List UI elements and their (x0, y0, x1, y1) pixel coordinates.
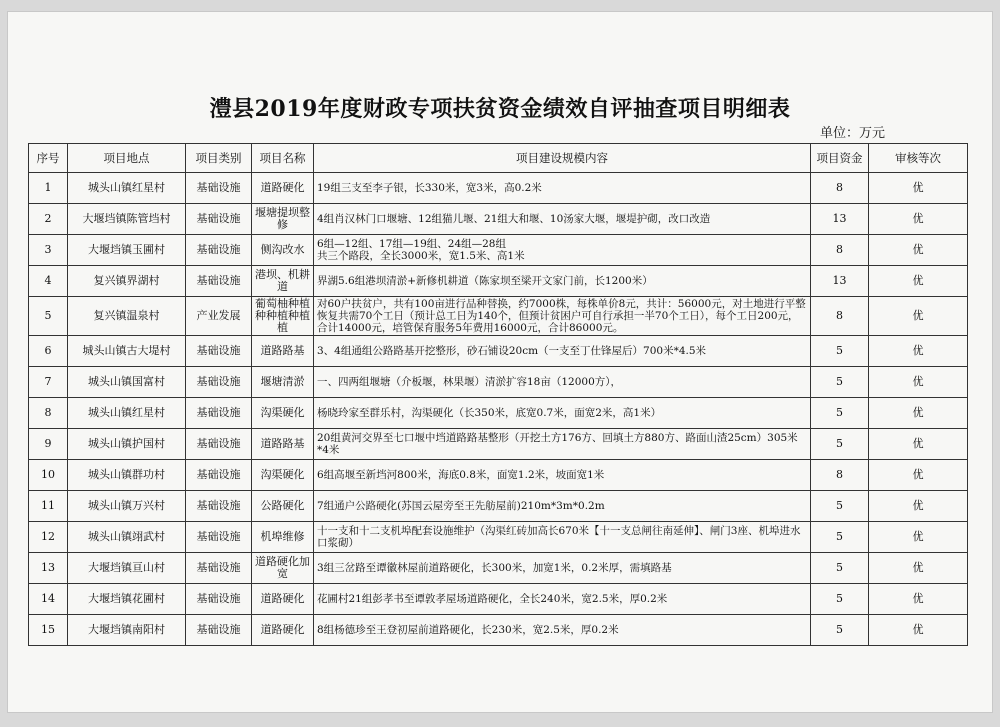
cell-fund: 5 (811, 553, 869, 584)
cell-name: 道路路基 (252, 429, 314, 460)
cell-name: 道路硬化加宽 (252, 553, 314, 584)
cell-no: 4 (29, 266, 68, 297)
cell-name: 港坝、机耕道 (252, 266, 314, 297)
header-fund: 项目资金 (811, 144, 869, 173)
cell-category: 基础设施 (186, 266, 252, 297)
cell-category: 基础设施 (186, 398, 252, 429)
cell-content: 一、四两组堰塘（介板堰，林果堰）清淤扩容18亩（12000方）， (314, 367, 811, 398)
cell-location: 城头山镇红星村 (68, 173, 186, 204)
cell-content: 20组黄河交界至七口堰中垱道路路基整形（开挖土方176方、回填土方880方、路面山渣25cm）305米*4米 (314, 429, 811, 460)
cell-fund: 8 (811, 297, 869, 336)
table-row (29, 336, 968, 367)
cell-name: 道路路基 (252, 336, 314, 367)
cell-content: 对60户扶贫户，共有100亩进行品种替换，约7000株，每株单价8元，共计：56000元，对土地进行平整恢复共需70个工日（预计总工日为140个，但预计贫困户可自行承担一半70个工日），每个工日200元，合计14000元，培管保育服务5年费用16000元，合计86000元。 (314, 297, 811, 336)
header-grade: 审核等次 (869, 144, 968, 173)
cell-content: 3、4组通组公路路基开挖整形，砂石铺设20cm（一支至丁仕锋屋后）700米*4.5米 (314, 336, 811, 367)
table-row (29, 615, 968, 646)
cell-content: 十一支和十二支机埠配套设施维护（沟渠红砖加高长670米【十一支总闸往南延伸】、闸门3座、机埠进水口浆砌） (314, 522, 811, 553)
cell-category: 基础设施 (186, 615, 252, 646)
cell-grade: 优 (869, 522, 968, 553)
cell-location: 大堰垱镇陈管垱村 (68, 204, 186, 235)
cell-content: 19组三支至李子银，长330米，宽3米，高0.2米 (314, 173, 811, 204)
table-row (29, 553, 968, 584)
cell-name: 堰塘提坝整修 (252, 204, 314, 235)
cell-location: 大堰垱镇玉圃村 (68, 235, 186, 266)
cell-fund: 5 (811, 429, 869, 460)
cell-fund: 5 (811, 491, 869, 522)
cell-fund: 8 (811, 173, 869, 204)
cell-no: 8 (29, 398, 68, 429)
cell-category: 基础设施 (186, 367, 252, 398)
cell-no: 14 (29, 584, 68, 615)
cell-grade: 优 (869, 553, 968, 584)
cell-name: 堰塘清淤 (252, 367, 314, 398)
cell-grade: 优 (869, 266, 968, 297)
cell-location: 城头山镇红星村 (68, 398, 186, 429)
table-row (29, 460, 968, 491)
document-title: 澧县2019年度财政专项扶贫资金绩效自评抽查项目明细表 (209, 96, 791, 122)
cell-grade: 优 (869, 367, 968, 398)
cell-category: 基础设施 (186, 173, 252, 204)
cell-category: 基础设施 (186, 336, 252, 367)
cell-category: 基础设施 (186, 553, 252, 584)
cell-no: 13 (29, 553, 68, 584)
cell-name: 侧沟改水 (252, 235, 314, 266)
header-content: 项目建设规模内容 (314, 144, 811, 173)
table-row (29, 522, 968, 553)
cell-no: 11 (29, 491, 68, 522)
cell-grade: 优 (869, 615, 968, 646)
header-location: 项目地点 (68, 144, 186, 173)
cell-content: 6组—12组、17组—19组、24组—28组 共三个路段，全长3000米，宽1.5米、高1米 (314, 235, 811, 266)
cell-grade: 优 (869, 336, 968, 367)
cell-name: 道路硬化 (252, 584, 314, 615)
cell-location: 大堰垱镇南阳村 (68, 615, 186, 646)
cell-category: 基础设施 (186, 584, 252, 615)
cell-category: 基础设施 (186, 522, 252, 553)
cell-category: 产业发展 (186, 297, 252, 336)
cell-location: 复兴镇温泉村 (68, 297, 186, 336)
table-row (29, 491, 968, 522)
cell-content: 4组肖汉林门口堰塘、12组猫儿堰、21组大和堰、10汤家大堰，堰堤护砌，改口改造 (314, 204, 811, 235)
cell-name: 道路硬化 (252, 615, 314, 646)
unit-label: 单位：万元 (820, 126, 886, 141)
table-row (29, 297, 968, 336)
cell-category: 基础设施 (186, 235, 252, 266)
cell-grade: 优 (869, 491, 968, 522)
cell-fund: 8 (811, 460, 869, 491)
cell-no: 5 (29, 297, 68, 336)
cell-location: 大堰垱镇亘山村 (68, 553, 186, 584)
cell-fund: 5 (811, 584, 869, 615)
table-row (29, 398, 968, 429)
cell-fund: 5 (811, 522, 869, 553)
cell-content: 7组通户公路硬化(苏国云屋旁至王先舫屋前)210m*3m*0.2m (314, 491, 811, 522)
cell-category: 基础设施 (186, 460, 252, 491)
cell-no: 6 (29, 336, 68, 367)
table-row (29, 204, 968, 235)
cell-no: 15 (29, 615, 68, 646)
table-row (29, 429, 968, 460)
table-header-row (29, 144, 968, 173)
cell-content: 杨晓玲家至群乐村，沟渠硬化（长350米，底宽0.7米，面宽2米，高1米） (314, 398, 811, 429)
cell-content: 3组三岔路至谭徽林屋前道路硬化，长300米，加宽1米，0.2米厚，需填路基 (314, 553, 811, 584)
table-row (29, 235, 968, 266)
cell-location: 城头山镇古大堤村 (68, 336, 186, 367)
table-row (29, 367, 968, 398)
cell-fund: 5 (811, 367, 869, 398)
cell-name: 道路硬化 (252, 173, 314, 204)
cell-category: 基础设施 (186, 491, 252, 522)
cell-name: 公路硬化 (252, 491, 314, 522)
project-table (28, 143, 968, 646)
cell-content: 8组杨德珍至王登初屋前道路硬化，长230米，宽2.5米，厚0.2米 (314, 615, 811, 646)
cell-name: 沟渠硬化 (252, 460, 314, 491)
cell-grade: 优 (869, 429, 968, 460)
cell-location: 城头山镇翊武村 (68, 522, 186, 553)
table-row (29, 173, 968, 204)
cell-location: 城头山镇群功村 (68, 460, 186, 491)
cell-grade: 优 (869, 235, 968, 266)
cell-category: 基础设施 (186, 429, 252, 460)
table-row (29, 266, 968, 297)
cell-no: 9 (29, 429, 68, 460)
header-no: 序号 (29, 144, 68, 173)
cell-grade: 优 (869, 173, 968, 204)
cell-location: 大堰垱镇花圃村 (68, 584, 186, 615)
cell-no: 12 (29, 522, 68, 553)
cell-grade: 优 (869, 204, 968, 235)
cell-category: 基础设施 (186, 204, 252, 235)
cell-location: 城头山镇国富村 (68, 367, 186, 398)
table-row (29, 584, 968, 615)
cell-fund: 8 (811, 235, 869, 266)
cell-name: 机埠维修 (252, 522, 314, 553)
cell-grade: 优 (869, 398, 968, 429)
cell-name: 沟渠硬化 (252, 398, 314, 429)
cell-fund: 13 (811, 266, 869, 297)
cell-location: 城头山镇万兴村 (68, 491, 186, 522)
cell-content: 花圃村21组彭孝书至谭敦孝屋场道路硬化，全长240米，宽2.5米，厚0.2米 (314, 584, 811, 615)
cell-grade: 优 (869, 297, 968, 336)
cell-no: 2 (29, 204, 68, 235)
cell-fund: 5 (811, 615, 869, 646)
cell-content: 6组高堰至新垱河800米，海底0.8米，面宽1.2米，坡面宽1米 (314, 460, 811, 491)
cell-no: 10 (29, 460, 68, 491)
cell-content: 界湖5.6组港坝清淤+新修机耕道（陈家坝至梁开文家门前，长1200米） (314, 266, 811, 297)
cell-fund: 5 (811, 336, 869, 367)
cell-fund: 5 (811, 398, 869, 429)
cell-no: 1 (29, 173, 68, 204)
cell-location: 城头山镇护国村 (68, 429, 186, 460)
header-name: 项目名称 (252, 144, 314, 173)
cell-no: 3 (29, 235, 68, 266)
cell-name: 葡萄柚种植种种植种植植 (252, 297, 314, 336)
cell-no: 7 (29, 367, 68, 398)
cell-grade: 优 (869, 460, 968, 491)
header-category: 项目类别 (186, 144, 252, 173)
cell-fund: 13 (811, 204, 869, 235)
cell-grade: 优 (869, 584, 968, 615)
cell-location: 复兴镇界湖村 (68, 266, 186, 297)
